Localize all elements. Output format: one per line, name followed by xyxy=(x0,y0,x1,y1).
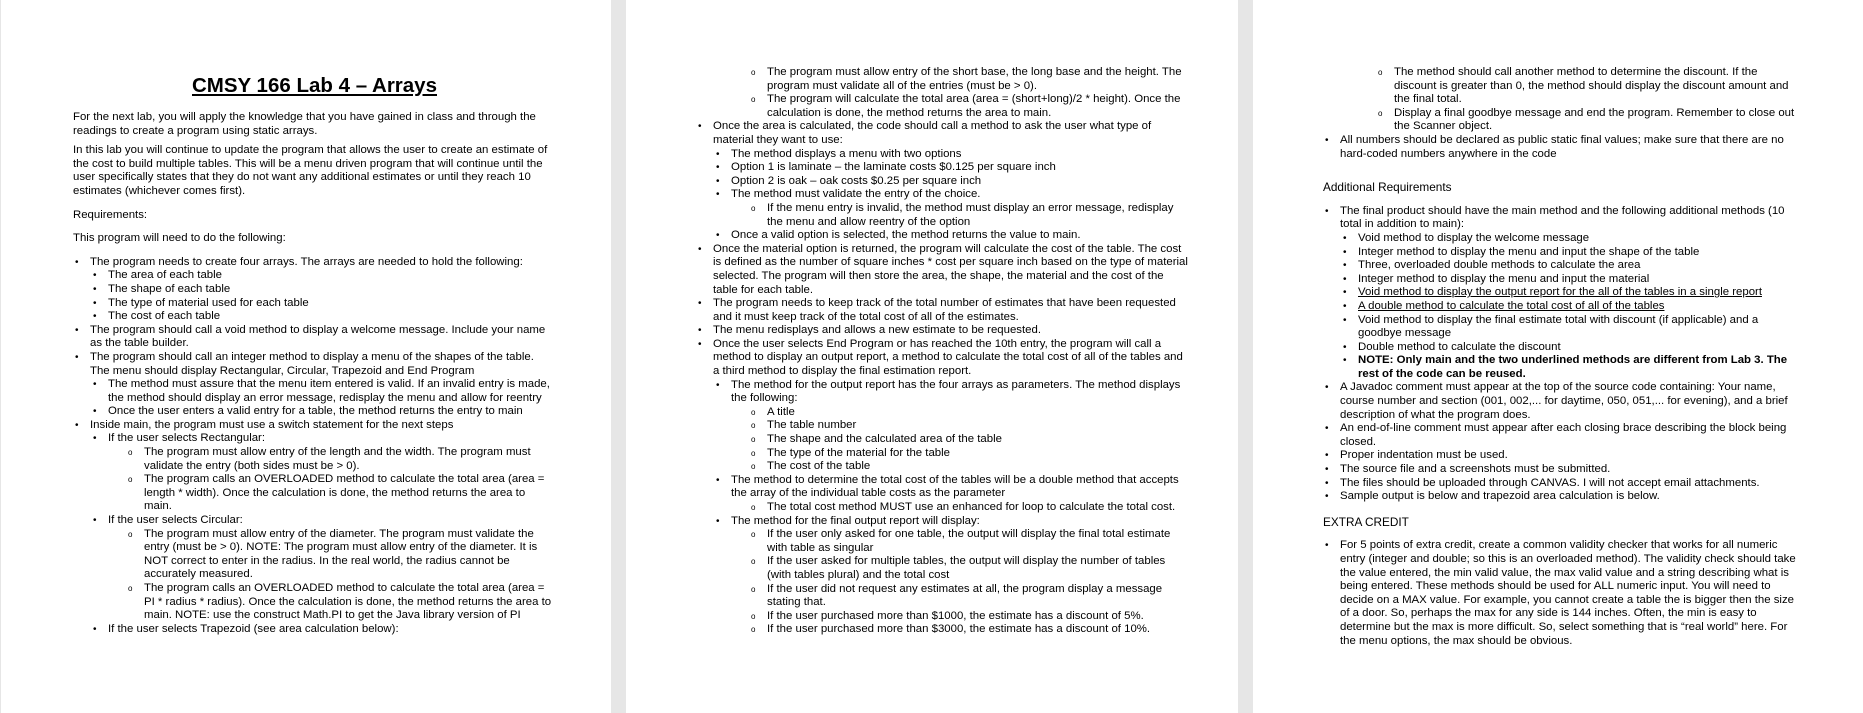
requirements-label[interactable]: Requirements: xyxy=(73,208,148,221)
list-item[interactable] xyxy=(713,175,1188,189)
list-item[interactable] xyxy=(749,406,1188,420)
list-item-text: An end-of-line comment must appear after each closing brace describing the block being closed. xyxy=(1340,422,1787,448)
list-item-text: The type of the material for the table xyxy=(767,446,950,459)
list-item[interactable] xyxy=(696,324,1188,338)
list-item[interactable] xyxy=(1323,449,1803,463)
list-item-text: If the user purchased more than $3000, the estimate has a discount of 10%. xyxy=(767,623,1151,636)
list-item[interactable] xyxy=(1340,300,1803,314)
list-item-text: The program should call a void method to display a welcome message. Include your name as the table builder. xyxy=(90,323,546,350)
list-item[interactable] xyxy=(1340,354,1803,381)
list-item[interactable] xyxy=(749,583,1188,610)
list-item-text: The shape and the calculated area of the table xyxy=(767,433,1002,446)
list-item-text: Integer method to display the menu and input the material xyxy=(1358,272,1650,285)
list-item[interactable] xyxy=(90,623,556,637)
list-item[interactable] xyxy=(90,378,556,405)
list-item[interactable] xyxy=(1340,259,1803,273)
list-item-text: If the user purchased more than $1000, the estimate has a discount of 5%. xyxy=(767,609,1144,622)
list-item-text: Once the area is calculated, the code should call a method to ask the user what type of material they want to use: xyxy=(713,120,1152,146)
list-item-text: The program must allow entry of the diameter. The program must validate the entry (must be > 0). NOTE: The program must allow entry of the diameter. It is NOT correct to enter in the radius. In the real world, the radius cannot be accurately measured. xyxy=(144,527,538,581)
list-item-text: Void method to display the output report for the all of the tables in a single report xyxy=(1358,286,1762,299)
list-item[interactable] xyxy=(1323,539,1803,648)
list-item[interactable] xyxy=(1376,66,1803,107)
document-page-1 xyxy=(1,0,611,713)
list-item[interactable] xyxy=(713,161,1188,175)
list-item[interactable] xyxy=(713,188,1188,202)
list-item-text: Void method to display the welcome message xyxy=(1358,231,1590,244)
list-item[interactable] xyxy=(1323,205,1803,232)
list-item[interactable] xyxy=(713,515,1188,529)
list-item-text: A Javadoc comment must appear at the top of the source code containing: Your name, course number and section (001, 002,... for daytime, 050, 051,... for evening), and a brief description of what the program does. xyxy=(1340,381,1788,421)
list-item-text: A title xyxy=(767,405,795,418)
list-item-text: If the menu entry is invalid, the method must display an error message, redisplay the menu and allow reentry of the option xyxy=(767,201,1174,228)
list-item[interactable] xyxy=(126,528,556,582)
list-item-text: A double method to calculate the total cost of all of the tables xyxy=(1358,299,1665,312)
list-item-text: The program calls an OVERLOADED method to calculate the total area (area = PI * radius * radius). Once the calculation is done, the method returns the area to main. NOTE: use the construct Math.PI to get the Java library version of PI xyxy=(144,582,552,622)
list-item-text: The method should call another method to determine the discount. If the discount is greater than 0, the method should display the discount amount and the final total. xyxy=(1394,66,1789,106)
list-item-text: The menu redisplays and allows a new estimate to be requested. xyxy=(713,324,1041,337)
additional-requirements-list xyxy=(1323,205,1803,504)
document-title[interactable]: CMSY 166 Lab 4 – Arrays xyxy=(192,74,437,97)
list-item[interactable] xyxy=(696,297,1188,324)
requirements-intro[interactable]: This program will need to do the following: xyxy=(73,232,286,245)
list-item-text: Option 2 is oak – oak costs $0.25 per square inch xyxy=(731,174,982,187)
list-item-text: Void method to display the final estimate total with discount (if applicable) and a goodbye message xyxy=(1358,313,1759,340)
list-item[interactable] xyxy=(1376,107,1803,134)
list-item-text: The final product should have the main method and the following additional methods (10 total in addition to main): xyxy=(1340,204,1785,231)
list-item-text: The program needs to keep track of the total number of estimates that have been requested and it must keep track of the total cost of all of the estimates. xyxy=(713,297,1176,323)
list-item-text: Integer method to display the menu and input the shape of the table xyxy=(1358,245,1700,258)
list-item-text: The total cost method MUST use an enhanced for loop to calculate the total cost. xyxy=(767,501,1176,513)
document-page-2 xyxy=(626,0,1238,713)
list-item-text: If the user only asked for one table, the output will display the final total estimate with table as singular xyxy=(767,528,1171,554)
list-item-text: The method for the final output report will display: xyxy=(731,514,980,527)
list-item-text: Once the material option is returned, the program will calculate the cost of the table. The cost is defined as the number of square inches * cost per square inch based on the type of material selected. The program will then store the area, the shape, the material and the cost of the table for each table. xyxy=(713,242,1188,296)
list-item[interactable] xyxy=(73,351,556,378)
list-item-text: The program must allow entry of the length and the width. The program must validate the entry (both sides must be > 0). xyxy=(144,446,531,472)
list-item-text: The program should call an integer method to display a menu of the shapes of the table. The menu should display Rectangular, Circular, Trapezoid and End Program xyxy=(90,350,534,377)
list-item[interactable] xyxy=(1340,341,1803,355)
extra-credit-list xyxy=(1323,539,1803,648)
list-item-text: The program needs to create four arrays. The arrays are needed to hold the following: xyxy=(90,255,523,268)
list-item[interactable] xyxy=(1323,463,1803,477)
list-item[interactable] xyxy=(73,256,556,270)
list-item-text: The method must validate the entry of the choice. xyxy=(731,188,981,201)
list-item-text: The area of each table xyxy=(108,269,222,282)
list-item[interactable] xyxy=(1340,232,1803,246)
list-item-text: The program will calculate the total area (area = (short+long)/2 * height). Once the calculation is done, the method returns the area to main. xyxy=(767,93,1181,119)
list-item-text: Sample output is below and trapezoid area calculation is below. xyxy=(1340,490,1660,503)
list-item[interactable] xyxy=(749,555,1188,582)
list-item[interactable] xyxy=(749,66,1188,93)
list-item-text: NOTE: Only main and the two underlined methods are different from Lab 3. The rest of the code can be reused. xyxy=(1358,354,1788,380)
list-item[interactable] xyxy=(90,269,556,283)
document-page-3 xyxy=(1253,0,1863,713)
list-item[interactable] xyxy=(90,514,556,528)
list-item-text: Once the user selects End Program or has reached the 10th entry, the program will call a method to display an output report, a method to calculate the total cost of all of the tables and a third method to display the final estimation report. xyxy=(713,337,1183,378)
list-item[interactable] xyxy=(73,419,556,433)
list-item-text: The method for the output report has the four arrays as parameters. The method displays the following: xyxy=(731,378,1181,405)
list-item-text: If the user selects Trapezoid (see area calculation below): xyxy=(108,622,399,635)
list-item[interactable] xyxy=(1340,246,1803,260)
requirements-list xyxy=(73,256,556,637)
list-item-text: The table number xyxy=(767,419,857,432)
extra-credit-heading[interactable]: EXTRA CREDIT xyxy=(1323,514,1409,529)
list-item[interactable] xyxy=(126,582,556,623)
list-item[interactable] xyxy=(749,528,1188,555)
list-item-text: If the user asked for multiple tables, the output will display the number of tables (with tables plural) and the total cost xyxy=(767,555,1166,581)
list-item[interactable] xyxy=(1323,477,1803,491)
list-item-text: Proper indentation must be used. xyxy=(1340,449,1508,462)
list-item[interactable] xyxy=(749,202,1188,229)
list-item[interactable] xyxy=(1323,134,1803,161)
list-item[interactable] xyxy=(90,432,556,446)
list-item-text: The files should be uploaded through CANVAS. I will not accept email attachments. xyxy=(1340,476,1760,489)
list-item-text: The method displays a menu with two options xyxy=(731,147,962,160)
list-item[interactable] xyxy=(90,297,556,311)
list-item[interactable] xyxy=(73,324,556,351)
list-item[interactable] xyxy=(713,379,1188,406)
list-item-text: If the user selects Circular: xyxy=(108,514,243,527)
list-item[interactable] xyxy=(696,338,1188,379)
list-item-text: Three, overloaded double methods to calculate the area xyxy=(1358,259,1641,272)
list-item-text: The method must assure that the menu item entered is valid. If an invalid entry is made, the method should display an error message, redisplay the menu and allow for reentry xyxy=(108,378,550,404)
list-item[interactable] xyxy=(1323,381,1803,422)
list-item[interactable] xyxy=(1323,490,1803,504)
list-item-text: Inside main, the program must use a switch statement for the next steps xyxy=(90,418,454,431)
list-item[interactable] xyxy=(749,433,1188,447)
list-item[interactable] xyxy=(749,610,1188,624)
list-item-text: If the user selects Rectangular: xyxy=(108,432,266,445)
list-item-text: Display a final goodbye message and end the program. Remember to close out the Scanner object. xyxy=(1394,106,1795,133)
list-item-text: Once the user enters a valid entry for a table, the method returns the entry to main xyxy=(108,405,523,418)
list-item-text: The cost of each table xyxy=(108,310,221,323)
requirements-list-continued xyxy=(696,66,1188,637)
list-item[interactable] xyxy=(749,623,1188,637)
list-item[interactable] xyxy=(126,473,556,514)
list-item-text: The program must allow entry of the short base, the long base and the height. The program must validate all of the entries (must be > 0). xyxy=(767,66,1182,92)
list-item[interactable] xyxy=(696,243,1188,297)
list-item[interactable] xyxy=(749,501,1188,515)
list-item-text: Once a valid option is selected, the method returns the value to main. xyxy=(731,229,1081,242)
list-item[interactable] xyxy=(90,405,556,419)
list-item[interactable] xyxy=(749,93,1188,120)
list-item[interactable] xyxy=(1340,314,1803,341)
list-item[interactable] xyxy=(696,120,1188,147)
list-item[interactable] xyxy=(749,447,1188,461)
requirements-list-end xyxy=(1323,66,1803,161)
list-item[interactable] xyxy=(713,148,1188,162)
list-item-text: Option 1 is laminate – the laminate costs $0.125 per square inch xyxy=(731,161,1056,174)
list-item[interactable] xyxy=(713,229,1188,243)
list-item[interactable] xyxy=(1340,273,1803,287)
list-item-text: If the user did not request any estimates at all, the program display a message stating that. xyxy=(767,582,1163,609)
description-paragraph[interactable]: In this lab you will continue to update the program that allows the user to create an estimate of the cost to build multiple tables. This will be a menu driven program that will continue until the user specifically states that they do not want any additional estimates or until they reach 10 estimates (whichever comes first). xyxy=(73,144,548,197)
list-item-text: Double method to calculate the discount xyxy=(1358,340,1561,353)
list-item-text: The type of material used for each table xyxy=(108,296,309,309)
intro-paragraph[interactable]: For the next lab, you will apply the knowledge that you have gained in class and through the readings to create a program using static arrays. xyxy=(73,111,536,137)
list-item[interactable] xyxy=(749,419,1188,433)
list-item-text: The shape of each table xyxy=(108,282,231,295)
list-item[interactable] xyxy=(713,474,1188,501)
additional-requirements-heading[interactable]: Additional Requirements xyxy=(1323,180,1452,195)
list-item[interactable] xyxy=(1340,286,1803,300)
list-item-text: For 5 points of extra credit, create a common validity checker that works for all numeric entry (integer and double; so this is an overloaded method). The validity check should take the value entered, the min valid value, the max valid value and a string describing what is being entered. These methods should be used for ALL numeric input. You will need to decide on a MAX value. For example, you cannot create a table the is bigger then the size of a door. So, perhaps the max for any side is 144 inches. Often, the min is easy to determine but the max is more difficult. So, select something that is “real world” here. For the menu options, the max should be obvious. xyxy=(1340,539,1796,647)
list-item[interactable] xyxy=(90,283,556,297)
list-item[interactable] xyxy=(126,446,556,473)
list-item-text: The cost of the table xyxy=(767,460,871,473)
list-item-text: The program calls an OVERLOADED method to calculate the total area (area = length * width). Once the calculation is done, the method returns the area to main. xyxy=(144,473,545,513)
list-item-text: All numbers should be declared as public static final values; make sure that there are no hard-coded numbers anywhere in the code xyxy=(1340,133,1784,160)
list-item[interactable] xyxy=(749,460,1188,474)
list-item[interactable] xyxy=(1323,422,1803,449)
list-item-text: The source file and a screenshots must be submitted. xyxy=(1340,463,1611,476)
list-item[interactable] xyxy=(90,310,556,324)
list-item-text: The method to determine the total cost of the tables will be a double method that accepts the array of the individual table costs as the parameter xyxy=(731,473,1179,500)
